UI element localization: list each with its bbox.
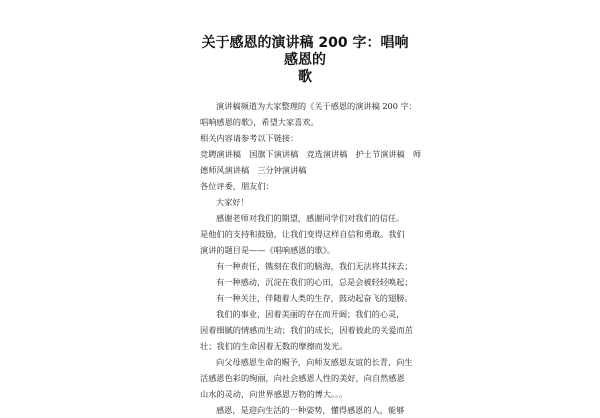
body-line: 向父母感恩生命的赐予，向师友感恩友谊的长青，向生 [216,357,413,367]
body-line: 唱响感恩的歌》，希望大家喜欢。 [200,117,319,127]
body-line: 感谢老师对我们的期望，感谢同学们对我们的信任。 [216,213,405,223]
body-line: 壮；我们的生命因着无数的摩擦而发光。 [200,341,348,351]
body-line: 有一种感动，沉淀在我们的心田，总是会被轻轻唤起； [216,277,413,287]
body-line: 活感恩色彩的绚丽，向社会感恩人性的美好，向自然感恩 [200,373,405,383]
body-line: 竞聘演讲稿 国旗下演讲稿 竞选演讲稿 护士节演讲稿 师 [200,149,422,159]
body-line: 有一种责任，镌刻在我们的脑海，我们无法将其抹去； [216,261,413,271]
body-line: 山水的灵动，向世界感恩万物的博大。。。 [200,389,348,399]
body-line: 大家好！ [216,197,249,207]
body-line: 我们的事业，因着美丽的存在而开阔；我们的心灵， [216,309,405,319]
body-line: 是他们的支持和鼓励，让我们变得这样自信和勇敢。我们 [200,229,405,239]
document-body [200,98,422,418]
body-line: 相关内容请参考以下链接： [200,133,299,143]
body-line: 各位评委，朋友们： [200,181,274,191]
body-line: 因着细腻的情感而生动；我们的成长，因着彼此的关爱而茁 [200,325,413,335]
body-line: 德师风演讲稿 三分钟演讲稿 [200,165,307,175]
body-line: 感恩，是迎向生活的一种姿势，懂得感恩的人，能够 [216,405,405,415]
document-title [200,35,410,86]
body-line: 演讲稿频道为大家整理的《关于感恩的演讲稿 200 字： [216,101,417,111]
body-line: 有一种关注，伴随着人类的生存，鼓动起奋飞的翅膀。 [216,293,413,303]
title-line-2: 歌 [298,69,312,85]
title-line-1: 关于感恩的演讲稿 200 字：唱响感恩的 [201,35,409,68]
body-line: 演讲的题目是——《唱响感恩的歌》。 [200,245,336,255]
document-page [200,30,422,415]
